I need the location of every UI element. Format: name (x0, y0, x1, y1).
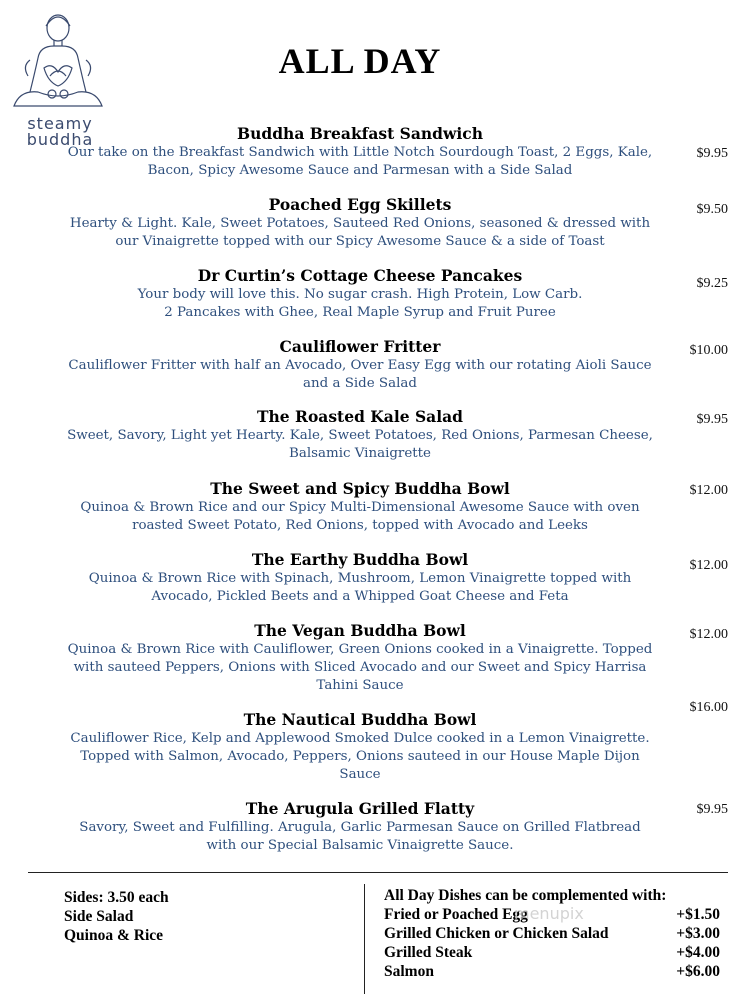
menu-item-description: Tahini Sauce (316, 678, 404, 693)
menu-item-description: Savory, Sweet and Fulfilling. Arugula, Garlic Parmesan Sauce on Grilled Flatbread (79, 820, 641, 835)
addon-label: Fried or Poached Egg (384, 906, 528, 923)
menu-item-description: Balsamic Vinaigrette (289, 446, 431, 461)
menu-item-name: The Vegan Buddha Bowl (254, 621, 466, 640)
menu-item-name: The Nautical Buddha Bowl (243, 710, 477, 729)
menu-item (40, 710, 680, 784)
menu-item-description: Cauliflower Rice, Kelp and Applewood Smoked Dulce cooked in a Lemon Vinaigrette. (70, 731, 650, 746)
menu-item-name: Dr Curtin’s Cottage Cheese Pancakes (197, 266, 523, 285)
menu-item-name: The Roasted Kale Salad (257, 407, 463, 426)
addon-row (384, 943, 724, 962)
menu-item-price: $12.00 (689, 627, 728, 642)
menu-item (40, 550, 680, 606)
menu-item-price: $9.95 (696, 802, 728, 817)
menu-item-description: Quinoa & Brown Rice with Cauliflower, Green Onions cooked in a Vinaigrette. Topped (67, 642, 653, 657)
side-item: Quinoa & Rice (64, 927, 164, 944)
addons-heading: All Day Dishes can be complemented with: (384, 887, 667, 904)
menu-item-description: and a Side Salad (303, 376, 417, 391)
menu-item (40, 479, 680, 535)
addon-price: +$3.00 (676, 925, 720, 942)
column-divider (364, 884, 365, 994)
addon-label: Salmon (384, 963, 434, 980)
menu-item-price: $16.00 (689, 700, 728, 715)
menu-item-name: The Sweet and Spicy Buddha Bowl (210, 479, 510, 498)
menu-item-description: Quinoa & Brown Rice with Spinach, Mushroom, Lemon Vinaigrette topped with (88, 571, 632, 586)
menu-item-price: $10.00 (689, 343, 728, 358)
menu-item-description: Hearty & Light. Kale, Sweet Potatoes, Sauteed Red Onions, seasoned & dressed with (69, 216, 651, 231)
side-item: Side Salad (64, 908, 134, 925)
menu-item-name: The Earthy Buddha Bowl (251, 550, 469, 569)
menu-item (40, 266, 680, 322)
menu-item-description: Your body will love this. No sugar crash. High Protein, Low Carb. (137, 287, 583, 302)
menu-item (40, 195, 680, 251)
menu-item (40, 124, 680, 180)
menu-item-description: with sauteed Peppers, Onions with Sliced Avocado and our Sweet and Spicy Harrisa (73, 660, 647, 675)
menu-item-description: our Vinaigrette topped with our Spicy Awesome Sauce & a side of Toast (115, 234, 605, 249)
menu-item-description: Bacon, Spicy Awesome Sauce and Parmesan with a Side Salad (147, 163, 573, 178)
menu-item-description: Quinoa & Brown Rice and our Spicy Multi-Dimensional Awesome Sauce with oven (80, 500, 640, 515)
menu-item-name: Buddha Breakfast Sandwich (237, 124, 483, 143)
menu-item-description: Avocado, Pickled Beets and a Whipped Goat Cheese and Feta (151, 589, 569, 604)
menu-item-description: with our Special Balsamic Vinaigrette Sauce. (206, 838, 514, 853)
addon-price: +$1.50 (676, 906, 720, 923)
menu-item-price: $12.00 (689, 558, 728, 573)
logo-text-steamy: steamy (27, 114, 93, 133)
menu-item (40, 799, 680, 855)
menu-item-price: $9.95 (696, 146, 728, 161)
menu-item-name: The Arugula Grilled Flatty (245, 799, 475, 818)
menu-item-price: $9.50 (696, 202, 728, 217)
menu-item-price: $12.00 (689, 483, 728, 498)
addon-label: Grilled Chicken or Chicken Salad (384, 925, 609, 942)
addon-row (384, 924, 724, 943)
menu-item-name: Poached Egg Skillets (268, 195, 452, 214)
menu-item-description: Topped with Salmon, Avocado, Peppers, Onions sauteed in our House Maple Dijon (80, 749, 640, 764)
menu-item-description: Our take on the Breakfast Sandwich with Little Notch Sourdough Toast, 2 Eggs, Kale, (67, 145, 653, 160)
addons-section (384, 886, 724, 981)
section-divider (28, 872, 728, 873)
logo-text-buddha: buddha (26, 130, 94, 149)
page-title: ALL DAY (278, 41, 442, 81)
menu-item-description: Sauce (339, 767, 381, 782)
sides-section (64, 888, 169, 945)
watermark: menupix (514, 904, 584, 923)
menu-item-description: Sweet, Savory, Light yet Hearty. Kale, Sweet Potatoes, Red Onions, Parmesan Cheese, (67, 428, 653, 443)
addon-price: +$4.00 (676, 944, 720, 961)
menu-item-name: Cauliflower Fritter (279, 337, 441, 356)
menu-item-price: $9.95 (696, 412, 728, 427)
menu-item (40, 337, 680, 393)
addon-row (384, 962, 724, 981)
menu-item (40, 407, 680, 463)
addon-price: +$6.00 (676, 963, 720, 980)
addon-label: Grilled Steak (384, 944, 473, 961)
menu-item (40, 621, 680, 695)
sides-heading: Sides: 3.50 each (64, 889, 169, 906)
menu-item-description: 2 Pancakes with Ghee, Real Maple Syrup and Fruit Puree (164, 305, 556, 320)
menu-item-description: roasted Sweet Potato, Red Onions, topped with Avocado and Leeks (132, 518, 588, 533)
menu-item-price: $9.25 (696, 276, 728, 291)
menu-item-description: Cauliflower Fritter with half an Avocado, Over Easy Egg with our rotating Aioli Sauce (68, 358, 652, 373)
